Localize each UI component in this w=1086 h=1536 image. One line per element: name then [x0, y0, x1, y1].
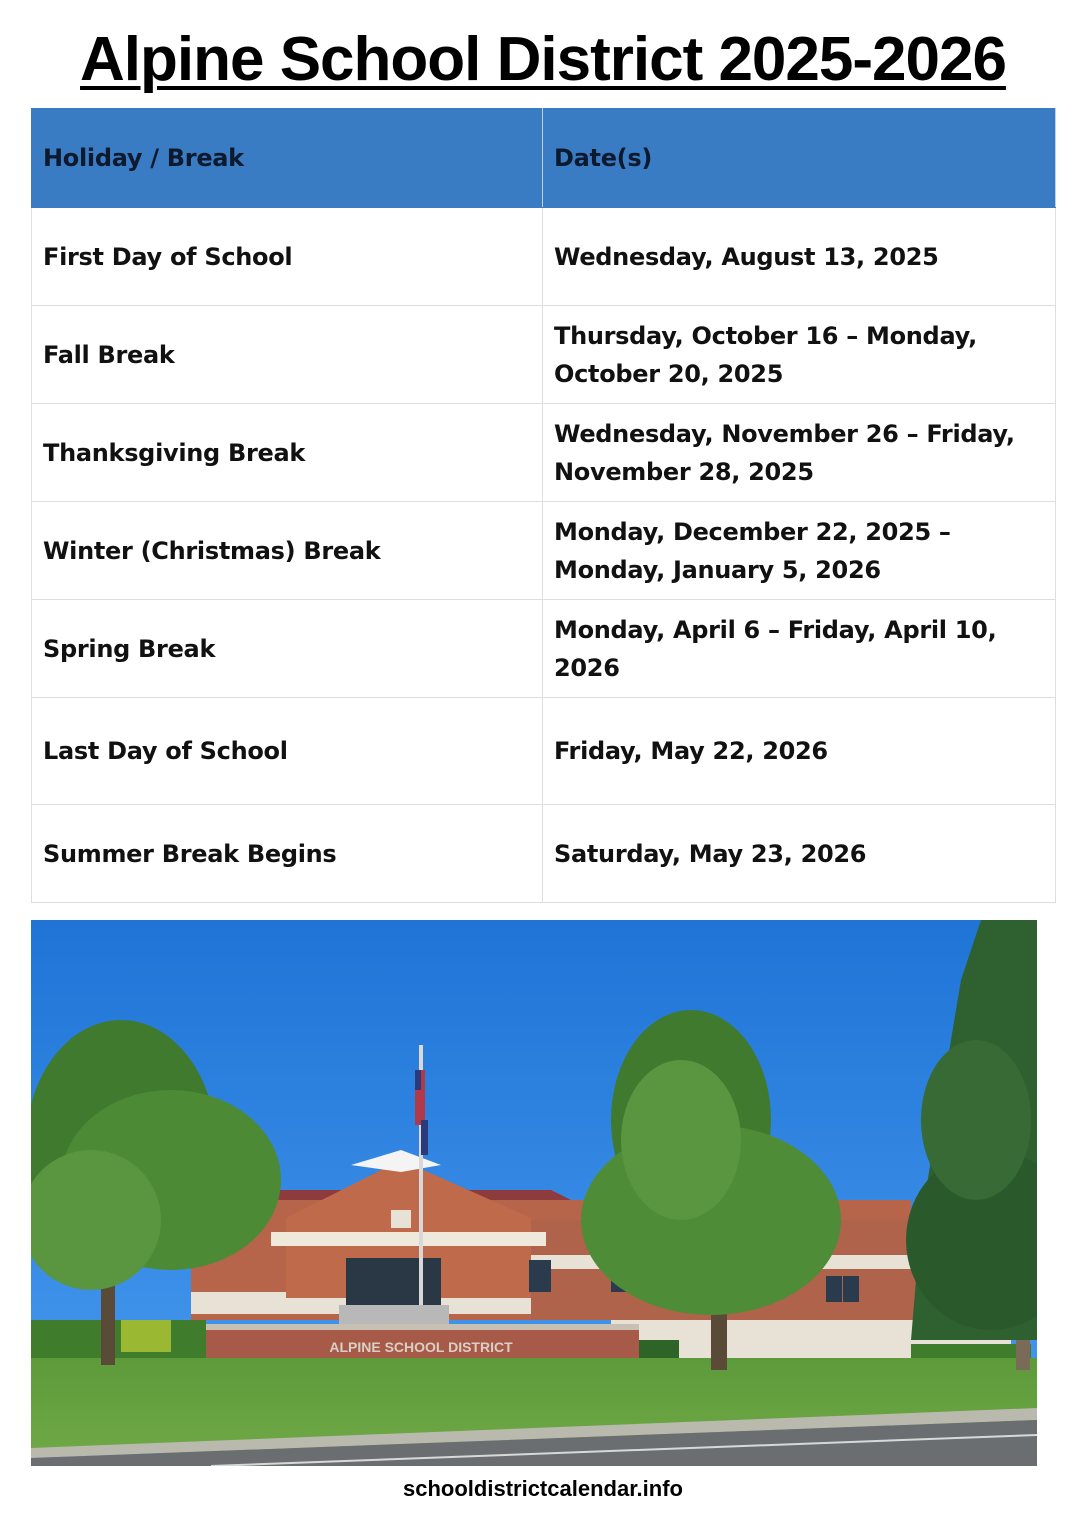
footer-site-url: schooldistrictcalendar.info [403, 1476, 683, 1501]
sign-text-line1: ALPINE SCHOOL DISTRICT [329, 1339, 513, 1355]
page-title-text: Alpine School District 2025-2026 [80, 25, 1006, 94]
table-row [32, 698, 1056, 805]
column-header-holiday: Holiday / Break [32, 109, 543, 208]
dates-cell: Monday, April 6 – Friday, April 10, 2026 [543, 600, 1056, 698]
dates-cell: Wednesday, August 13, 2025 [543, 208, 1056, 306]
page-title [0, 22, 1086, 98]
calendar-table [31, 108, 1056, 903]
school-building-photo [31, 920, 1037, 1466]
event-cell: Last Day of School [32, 698, 543, 805]
table-row [32, 502, 1056, 600]
table-header-row [32, 109, 1056, 208]
table-row [32, 404, 1056, 502]
dates-cell: Saturday, May 23, 2026 [543, 805, 1056, 903]
table-row [32, 208, 1056, 306]
table-row [32, 306, 1056, 404]
event-cell: Thanksgiving Break [32, 404, 543, 502]
event-cell: Summer Break Begins [32, 805, 543, 903]
table-row [32, 600, 1056, 698]
event-cell: Spring Break [32, 600, 543, 698]
event-cell: First Day of School [32, 208, 543, 306]
dates-cell: Thursday, October 16 – Monday, October 20, 2025 [543, 306, 1056, 404]
event-cell: Winter (Christmas) Break [32, 502, 543, 600]
table-row [32, 805, 1056, 903]
dates-cell: Monday, December 22, 2025 – Monday, January 5, 2026 [543, 502, 1056, 600]
event-cell: Fall Break [32, 306, 543, 404]
dates-cell: Friday, May 22, 2026 [543, 698, 1056, 805]
dates-cell: Wednesday, November 26 – Friday, November 28, 2025 [543, 404, 1056, 502]
column-header-dates: Date(s) [543, 109, 1056, 208]
